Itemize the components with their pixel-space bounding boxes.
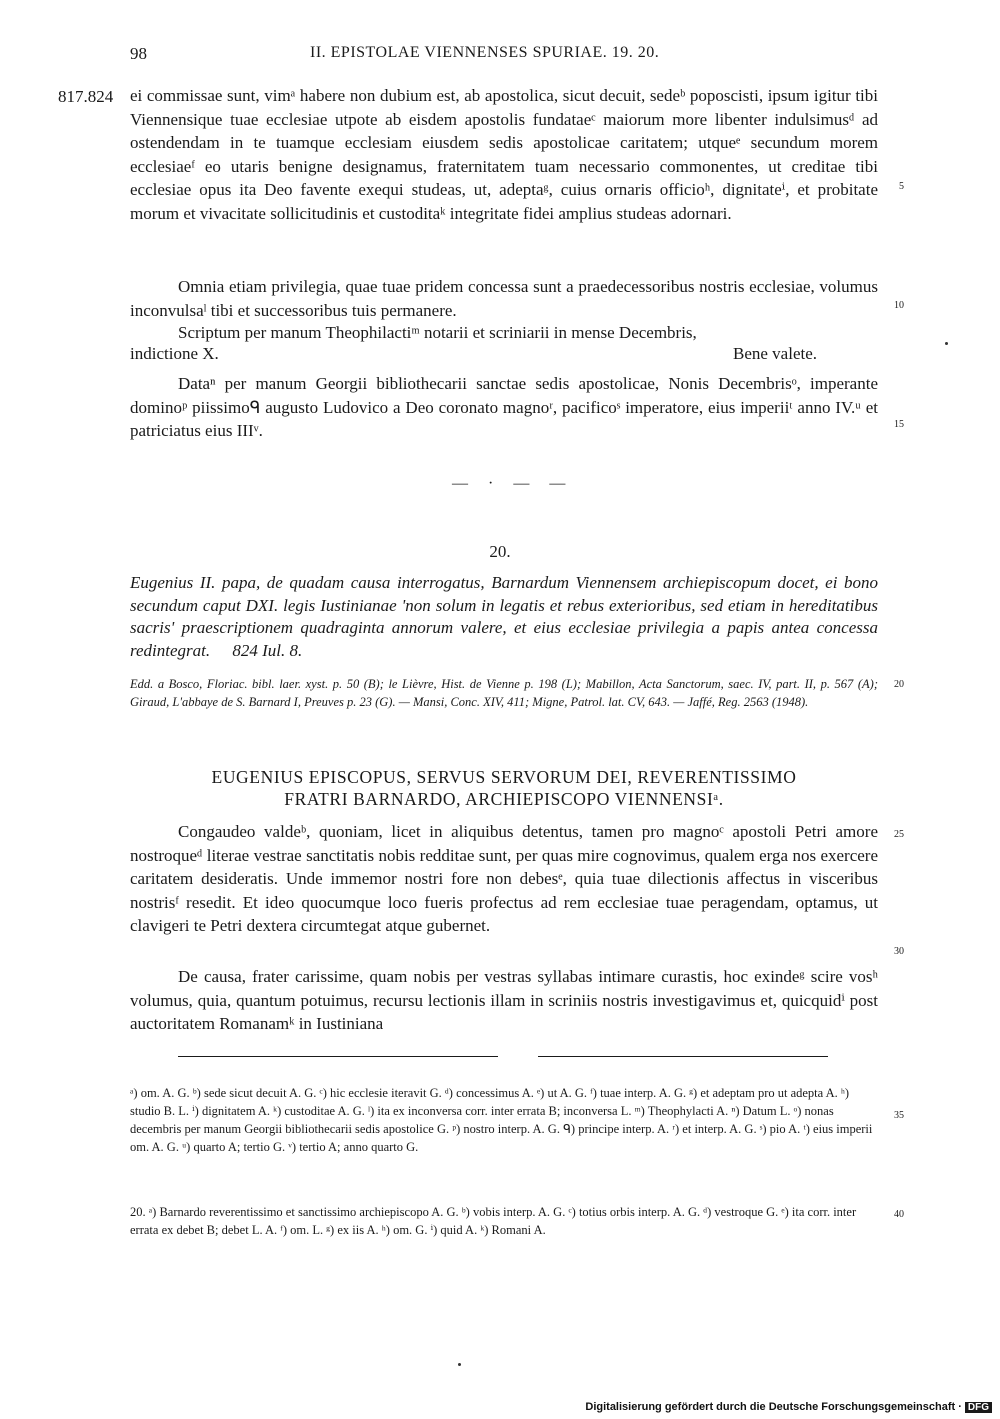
regest [130,572,878,662]
section-separator: — · — — [452,475,574,492]
margin-date: 817.824 [58,87,114,106]
dfg-credit [585,1401,992,1413]
inscription-line-2: FRATRI BARNARDO, ARCHIEPISCOPO VIENNENSIᵃ. [284,789,724,809]
footnote-rule-right [538,1056,828,1057]
dfg-credit-text: Digitalisierung gefördert durch die Deutsche Forschungsgemeinschaft · [585,1401,962,1413]
footnotes-20: 20. ᵃ) Barnardo reverentissimo et sanctissimo archiepiscopo A. G. ᵇ) vobis interp. A. G. ᶜ) totius orbis interp. A. G. ᵈ) vestroque G. ᵉ) ita corr. inter errata ex debet B; debet L. A. ᶠ) om. L. ᵍ) ex iis A. ʰ) om. G. ⁱ) quid A. ᵏ) Romani A. [130,1205,857,1237]
dfg-logo: DFG [965,1402,992,1413]
letter19-paragraph-1: ei commissae sunt, vimᵃ habere non dubium est, ab apostolica, sicut decuit, sedeᵇ poposcisti, ipsum igitur tibi Viennensique tuae ecclesiae utpote ab eisdem apostolis fundataeᶜ maiorum more libenter indulsimusᵈ ad ostendendam in te tuamque ecclesiam eiusdem sedis apostolicae caritatem; utqueᵉ secundum morem ecclesiaeᶠ eo utaris benigne designamus, fraternitatem tuam necessario commonentes, ut creditae tibi ecclesiae opus ita Deo favente exequi studeas, ut, adeptaᵍ, cuius ornaris officioʰ, dignitateⁱ, et probitate morum et vivacitate sollicitudinis et custoditaᵏ integritate fidei amplius studeas adornari. [130,86,878,223]
line-number: 40 [894,1209,904,1220]
line-number: 25 [894,829,904,840]
line-number: 10 [894,300,904,311]
document-number: 20. [489,542,511,561]
letter19-indiction: indictione X. [130,344,219,363]
line-number: 35 [894,1110,904,1121]
scan-speck [458,1363,461,1366]
bene-valete: Bene valete. [733,344,818,363]
scan-speck [945,342,948,345]
letter20-paragraph-1: Congaudeo valdeᵇ, quoniam, licet in aliquibus detentus, tamen pro magnoᶜ apostoli Petri amore nostroqueᵈ literae vestrae sanctitatis nobis redditae sunt, per quas mire cognovimus, qualem erga nos exercere caritatem desideratis. Unde immemor nostri fore non debesᵉ, quia tuae dilectionis affectus in visceribus nostrisᶠ resedit. Et ideo quocumque loco fueris profectus ad rem ecclesiae tuae peragendam, optamus, ut clavigeri te Petri dextera circumtegat atque gubernet. [130,822,878,935]
page-number: 98 [130,44,147,63]
letter19-paragraph-3: Scriptum per manum Theophilactiᵐ notarii et scriniarii in mense Decembris, [178,323,697,342]
letter19-paragraph-4: Dataⁿ per manum Georgii bibliothecarii sanctae sedis apostolicae, Nonis Decembrisᵒ, imperante dominoᵖ piissimoᑫ augusto Ludovico a Deo coronato magnoʳ, pacificoˢ imperatore, eius imperiiᵗ anno IV.ᵘ et patriciatus eius IIIᵛ. [130,374,878,440]
letter19-paragraph-2: Omnia etiam privilegia, quae tuae pridem concessa sunt a praedecessoribus nostris ecclesiae, volumus inconvulsaˡ tibi et successoribus tuis permanere. [130,277,878,320]
footnote-rule-left [178,1056,498,1057]
editions-list: Edd. a Bosco, Floriac. bibl. laer. xyst. p. 50 (B); le Lièvre, Hist. de Vienne p. 198 (L); Mabillon, Acta Sanctorum, saec. IV, part. II, p. 567 (A); Giraud, L'abbaye de S. Barnard I, Preuves p. 23 (G). — Mansi, Conc. XIV, 411; Migne, Patrol. lat. CV, 643. — Jaffé, Reg. 2563 (1948). [130,677,878,709]
letter20-paragraph-2: De causa, frater carissime, quam nobis per vestras syllabas intimare curastis, hoc exindeᵍ scire vosʰ volumus, quia, quantum potuimus, recursu lectionis illam in scriniis nostris investigavimus et, quicquidⁱ post auctoritatem Romanamᵏ in Iustiniana [130,967,878,1033]
line-number: 15 [894,419,904,430]
line-number: 20 [894,679,904,690]
regest-date: 824 Iul. 8. [232,640,303,660]
inscription-line-1: EUGENIUS EPISCOPUS, SERVUS SERVORUM DEI, REVERENTISSIMO [211,767,797,787]
line-number: 5 [899,181,904,192]
regest-text: Eugenius II. papa, de quadam causa interrogatus, Barnardum Viennensem archiepiscopum docet, ei bono secundum caput DXI. legis Iustinianae 'non solum in legatis et rebus exterioribus, sed etiam in hereditatibus sacris' praescriptionem quadraginta annorum valere, et eius ecclesiae privilegia a papis antea concessa redintegrat. [130,573,878,660]
running-title: II. EPISTOLAE VIENNENSES SPURIAE. 19. 20. [310,44,660,61]
line-number: 30 [894,946,904,957]
inscription [130,766,878,810]
footnotes-19: ᵃ) om. A. G. ᵇ) sede sicut decuit A. G. ᶜ) hic ecclesie iteravit G. ᵈ) concessimus A. ᵉ) ut A. G. ᶠ) tuae interp. A. G. ᵍ) et adeptam pro ut adepta A. ʰ) studio B. L. ⁱ) dignitatem A. ᵏ) custoditae A. G. ˡ) ita ex inconversa corr. inter errata B; inconversa L. ᵐ) Theophylacti A. ⁿ) Datum L. ᵒ) nonas decembris per manum Georgii bibliothecarii sedis apostolice G. ᵖ) nostro interp. A. G. ᑫ) principe interp. A. ʳ) et interp. A. G. ˢ) pio A. ᵗ) eius imperii om. A. G. ᵘ) quarto A; tertio G. ᵛ) tertio A; anno quarto G. [130,1086,873,1154]
